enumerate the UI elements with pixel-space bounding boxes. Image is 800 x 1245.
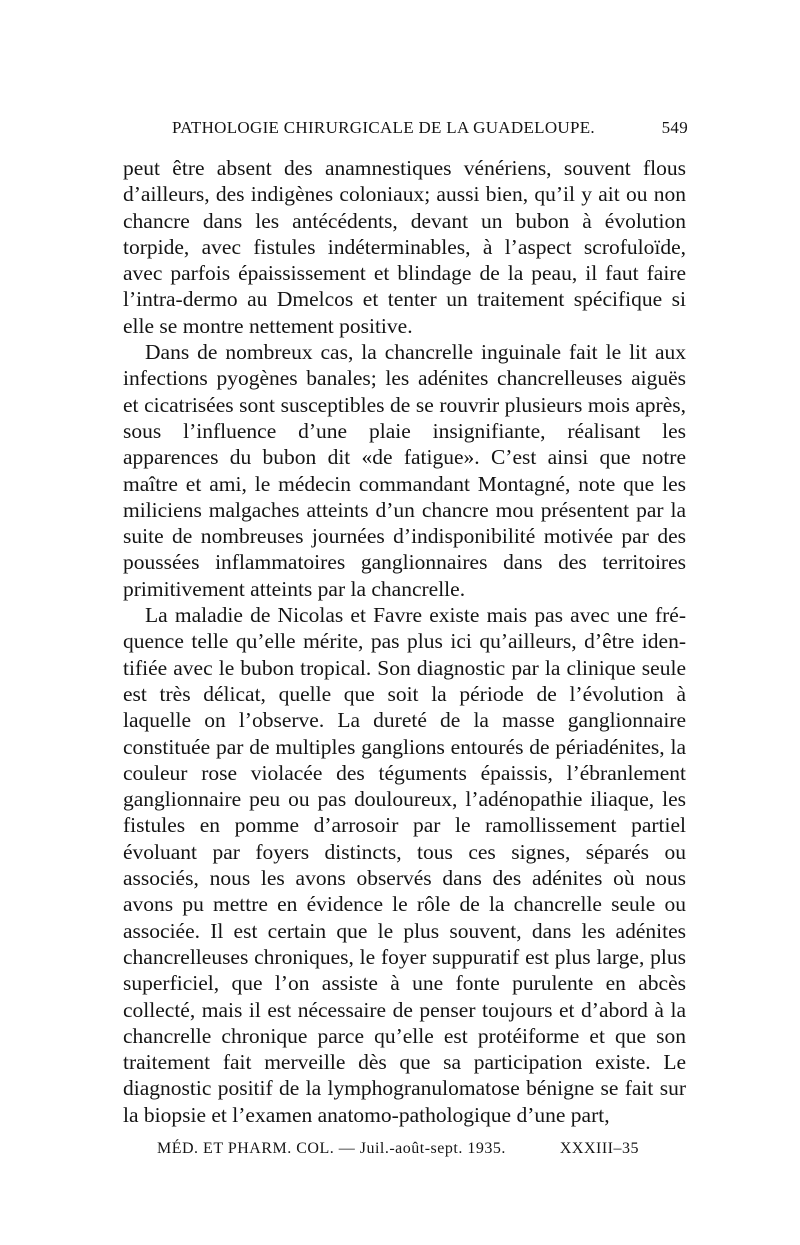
paragraph-nicolas-favre: La maladie de Nicolas et Favre existe mais pas avec une fréquence telle qu’elle mérite, pas plus ici qu’ailleurs, d’être identifiée avec le bubon tropical. Son diagnostic par la clinique seule est très délicat, quelle que soit la période de l’évolution à laquelle on l’observe. La dureté de la masse ganglionnaire constituée par de multiples ganglions entourés de périadénites, la couleur rose violacée des téguments épaissis, l’ébranlement ganglionnaire peu ou pas douloureux, l’adénopathie iliaque, les fistules en pomme d’arrosoir par le ramollissement partiel évoluant par foyers distincts, tous ces signes, séparés ou associés, nous les avons observés dans des adénites où nous avons pu mettre en évidence le rôle de la chancrelle seule ou associée. Il est certain que le plus souvent, dans les adénites chancrelleuses chroniques, le foyer suppuratif est plus large, plus superficiel, que l’on assiste à une fonte purulente en abcès collecté, mais il est nécessaire de penser toujours et d’abord à la chancrelle chronique parce qu’elle est protéiforme et que son traitement fait merveille dès que sa participation existe. Le diagnostic positif de la lymphogranulomatose bénigne se fait sur la biopsie et l’examen anatomo-pathologique d’une part, — [123, 603, 686, 1127]
journal-citation: MÉD. ET PHARM. COL. — Juil.-août-sept. 1935. — [157, 1140, 506, 1157]
paragraph-chancrelle: Dans de nombreux cas, la chancrelle inguinale fait le lit aux infections pyogènes banales; les adénites chancrelleuses aiguës et cicatrisées sont susceptibles de se rouvrir plusieurs mois après, sous l’influence d’une plaie insignifiante, réalisant les apparences du bubon dit «de fatigue». C’est ainsi que notre maître et ami, le médecin commandant Montagné, note que les miliciens malgaches atteints d’un chancre mou présentent par la suite de nombreuses journées d’indisponibilité motivée par des poussées inflammatoires ganglionnaires dans des territoires primitivement atteints par la chancrelle. — [123, 340, 686, 601]
page-footer — [157, 1140, 639, 1164]
signature-mark: XXXIII–35 — [559, 1140, 639, 1157]
running-head — [172, 118, 688, 142]
running-title: PATHOLOGIE CHIRURGICALE DE LA GUADELOUPE. — [172, 118, 595, 137]
page-number: 549 — [661, 118, 688, 137]
body-text — [123, 155, 686, 1128]
paragraph-continuation: peut être absent des anamnestiques vénériens, souvent flous d’ailleurs, des indigènes coloniaux; aussi bien, qu’il y ait ou non chancre dans les antécédents, devant un bubon à évolution torpide, avec fistules indéterminables, à l’aspect scrofuloïde, avec parfois épaississement et blindage de la peau, il faut faire l’intra-dermo au Dmelcos et tenter un traitement spécifique si elle se montre nettement positive. — [123, 156, 686, 338]
